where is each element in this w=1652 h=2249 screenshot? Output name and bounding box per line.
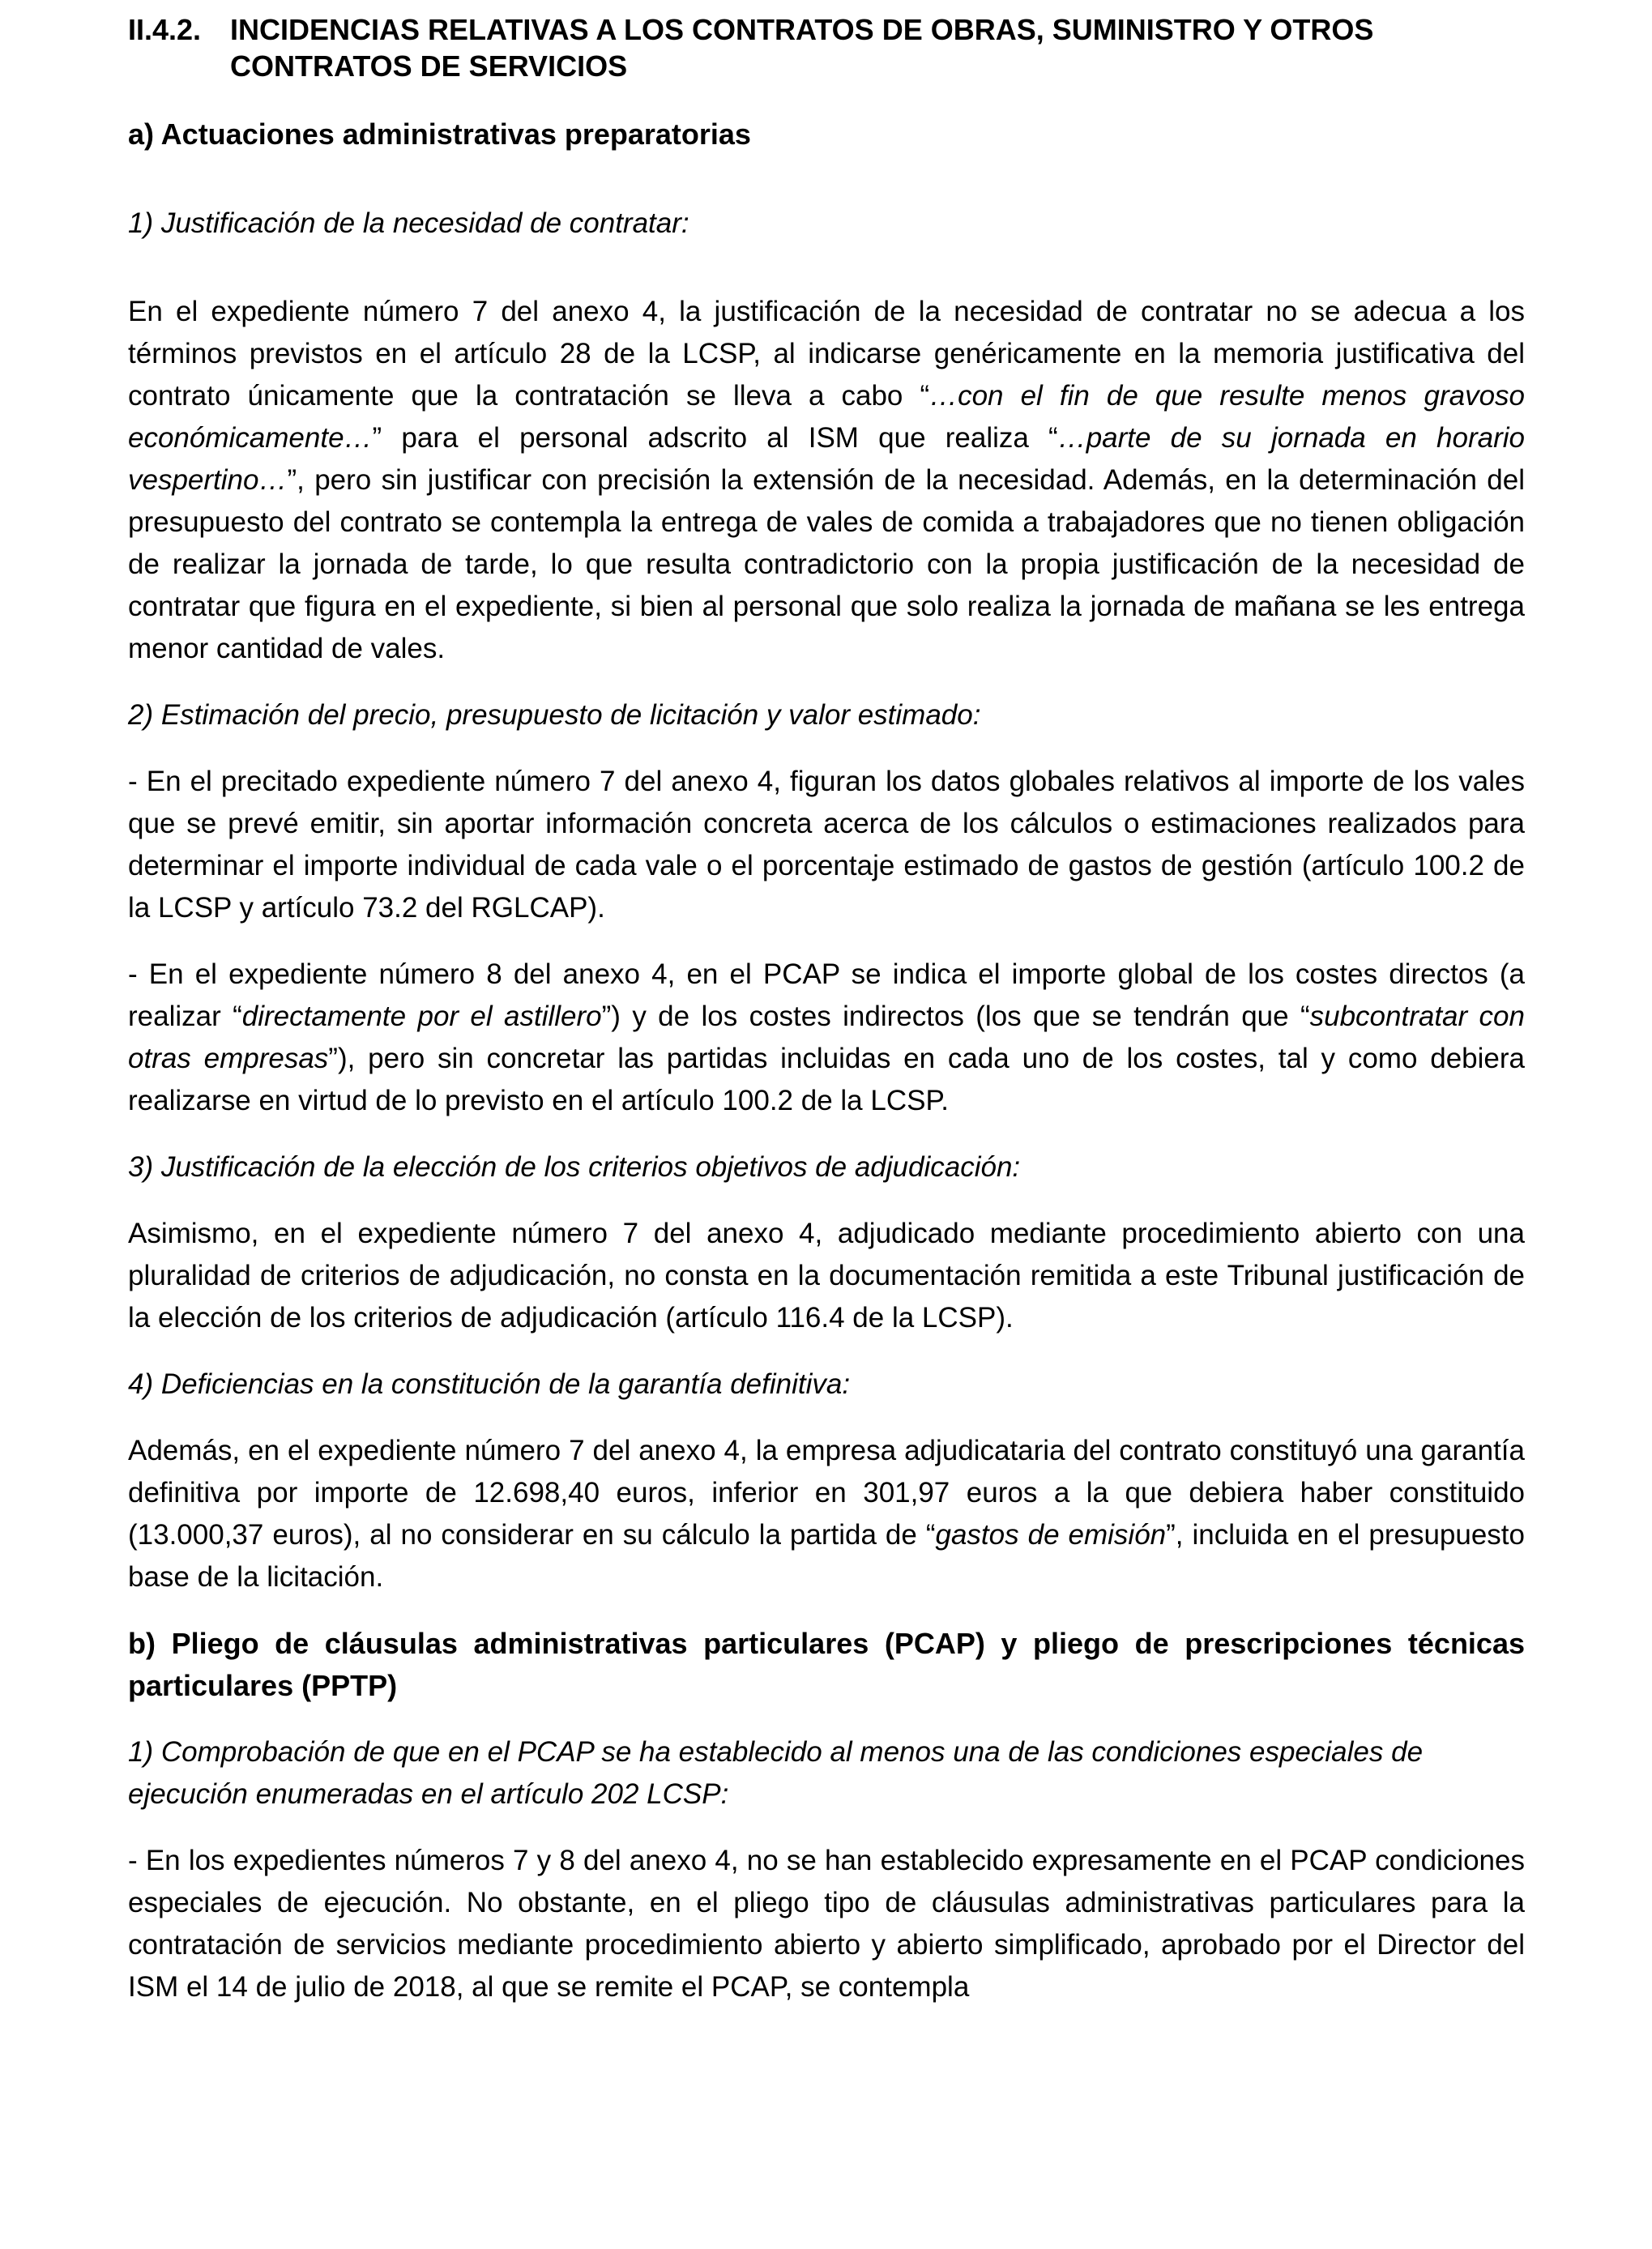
subsection-a4-title: 4) Deficiencias en la constitución de la garantía definitiva: (128, 1368, 851, 1400)
subsection-a2-title: 2) Estimación del precio, presupuesto de licitación y valor estimado: (128, 699, 981, 731)
section-b-title: b) Pliego de cláusulas administrativas particulares (PCAP) y pliego de prescripciones técnicas particulares (PPTP) (128, 1627, 1525, 1702)
subsection-a3-title: 3) Justificación de la elección de los criterios objetivos de adjudicación: (128, 1151, 1021, 1183)
subsection-b1-title: 1) Comprobación de que en el PCAP se ha establecido al menos una de las condiciones especiales de ejecución enumeradas en el artículo 202 LCSP: (128, 1736, 1424, 1810)
paragraph-a1: En el expediente número 7 del anexo 4, la justificación de la necesidad de contratar no se adecua a los términos previstos en el artículo 28 de la LCSP, al indicarse genéricamente en la memoria justificativa del contrato únicamente que la contratación se lleva a cabo “…con el fin de que resulte menos gravoso económicamente…” para el personal adscrito al ISM que realiza “…parte de su jornada en horario vespertino…”, pero sin justificar con precisión la extensión de la necesidad. Además, en la determinación del presupuesto del contrato se contempla la entrega de vales de comida a trabajadores que no tienen obligación de realizar la jornada de tarde, lo que resulta contradictorio con la propia justificación de la necesidad de contratar que figura en el expediente, si bien al personal que solo realiza la jornada de mañana se les entrega menor cantidad de vales. (128, 296, 1525, 664)
paragraph-b1: - En los expedientes números 7 y 8 del anexo 4, no se han establecido expresamente en el PCAP condiciones especiales de ejecución. No obstante, en el pliego tipo de cláusulas administrativas particulares para la contratación de servicios mediante procedimiento abierto y abierto simplificado, aprobado por el Director del ISM el 14 de julio de 2018, al que se remite el PCAP, se contempla (128, 1845, 1525, 2003)
paragraph-a3: Asimismo, en el expediente número 7 del anexo 4, adjudicado mediante procedimiento abierto con una pluralidad de criterios de adjudicación, no consta en la documentación remitida a este Tribunal justificación de la elección de los criterios de adjudicación (artículo 116.4 de la LCSP). (128, 1218, 1525, 1334)
section-a-title: a) Actuaciones administrativas preparatorias (128, 117, 751, 151)
document-page (128, 11, 1525, 2008)
subsection-a1-title: 1) Justificación de la necesidad de contratar: (128, 207, 689, 239)
heading-number: II.4.2. (128, 13, 202, 46)
paragraph-a2-1: - En el precitado expediente número 7 del anexo 4, figuran los datos globales relativos al importe de los vales que se prevé emitir, sin aportar información concreta acerca de los cálculos o estimaciones realizados para determinar el importe individual de cada vale o el porcentaje estimado de gastos de gestión (artículo 100.2 de la LCSP y artículo 73.2 del RGLCAP). (128, 766, 1525, 924)
paragraph-a4: Además, en el expediente número 7 del anexo 4, la empresa adjudicataria del contrato constituyó una garantía definitiva por importe de 12.698,40 euros, inferior en 301,97 euros a la que debiera haber constituido (13.000,37 euros), al no considerar en su cálculo la partida de “gastos de emisión”, incluida en el presupuesto base de la licitación. (128, 1435, 1525, 1593)
main-heading (128, 11, 1525, 84)
heading-title: INCIDENCIAS RELATIVAS A LOS CONTRATOS DE OBRAS, SUMINISTRO Y OTROS CONTRATOS DE SERVICIOS (230, 13, 1374, 83)
paragraph-a2-2: - En el expediente número 8 del anexo 4, en el PCAP se indica el importe global de los costes directos (a realizar “directamente por el astillero”) y de los costes indirectos (los que se tendrán que “subcontratar con otras empresas”), pero sin concretar las partidas incluidas en cada uno de los costes, tal y como debiera realizarse en virtud de lo previsto en el artículo 100.2 de la LCSP. (128, 958, 1525, 1116)
